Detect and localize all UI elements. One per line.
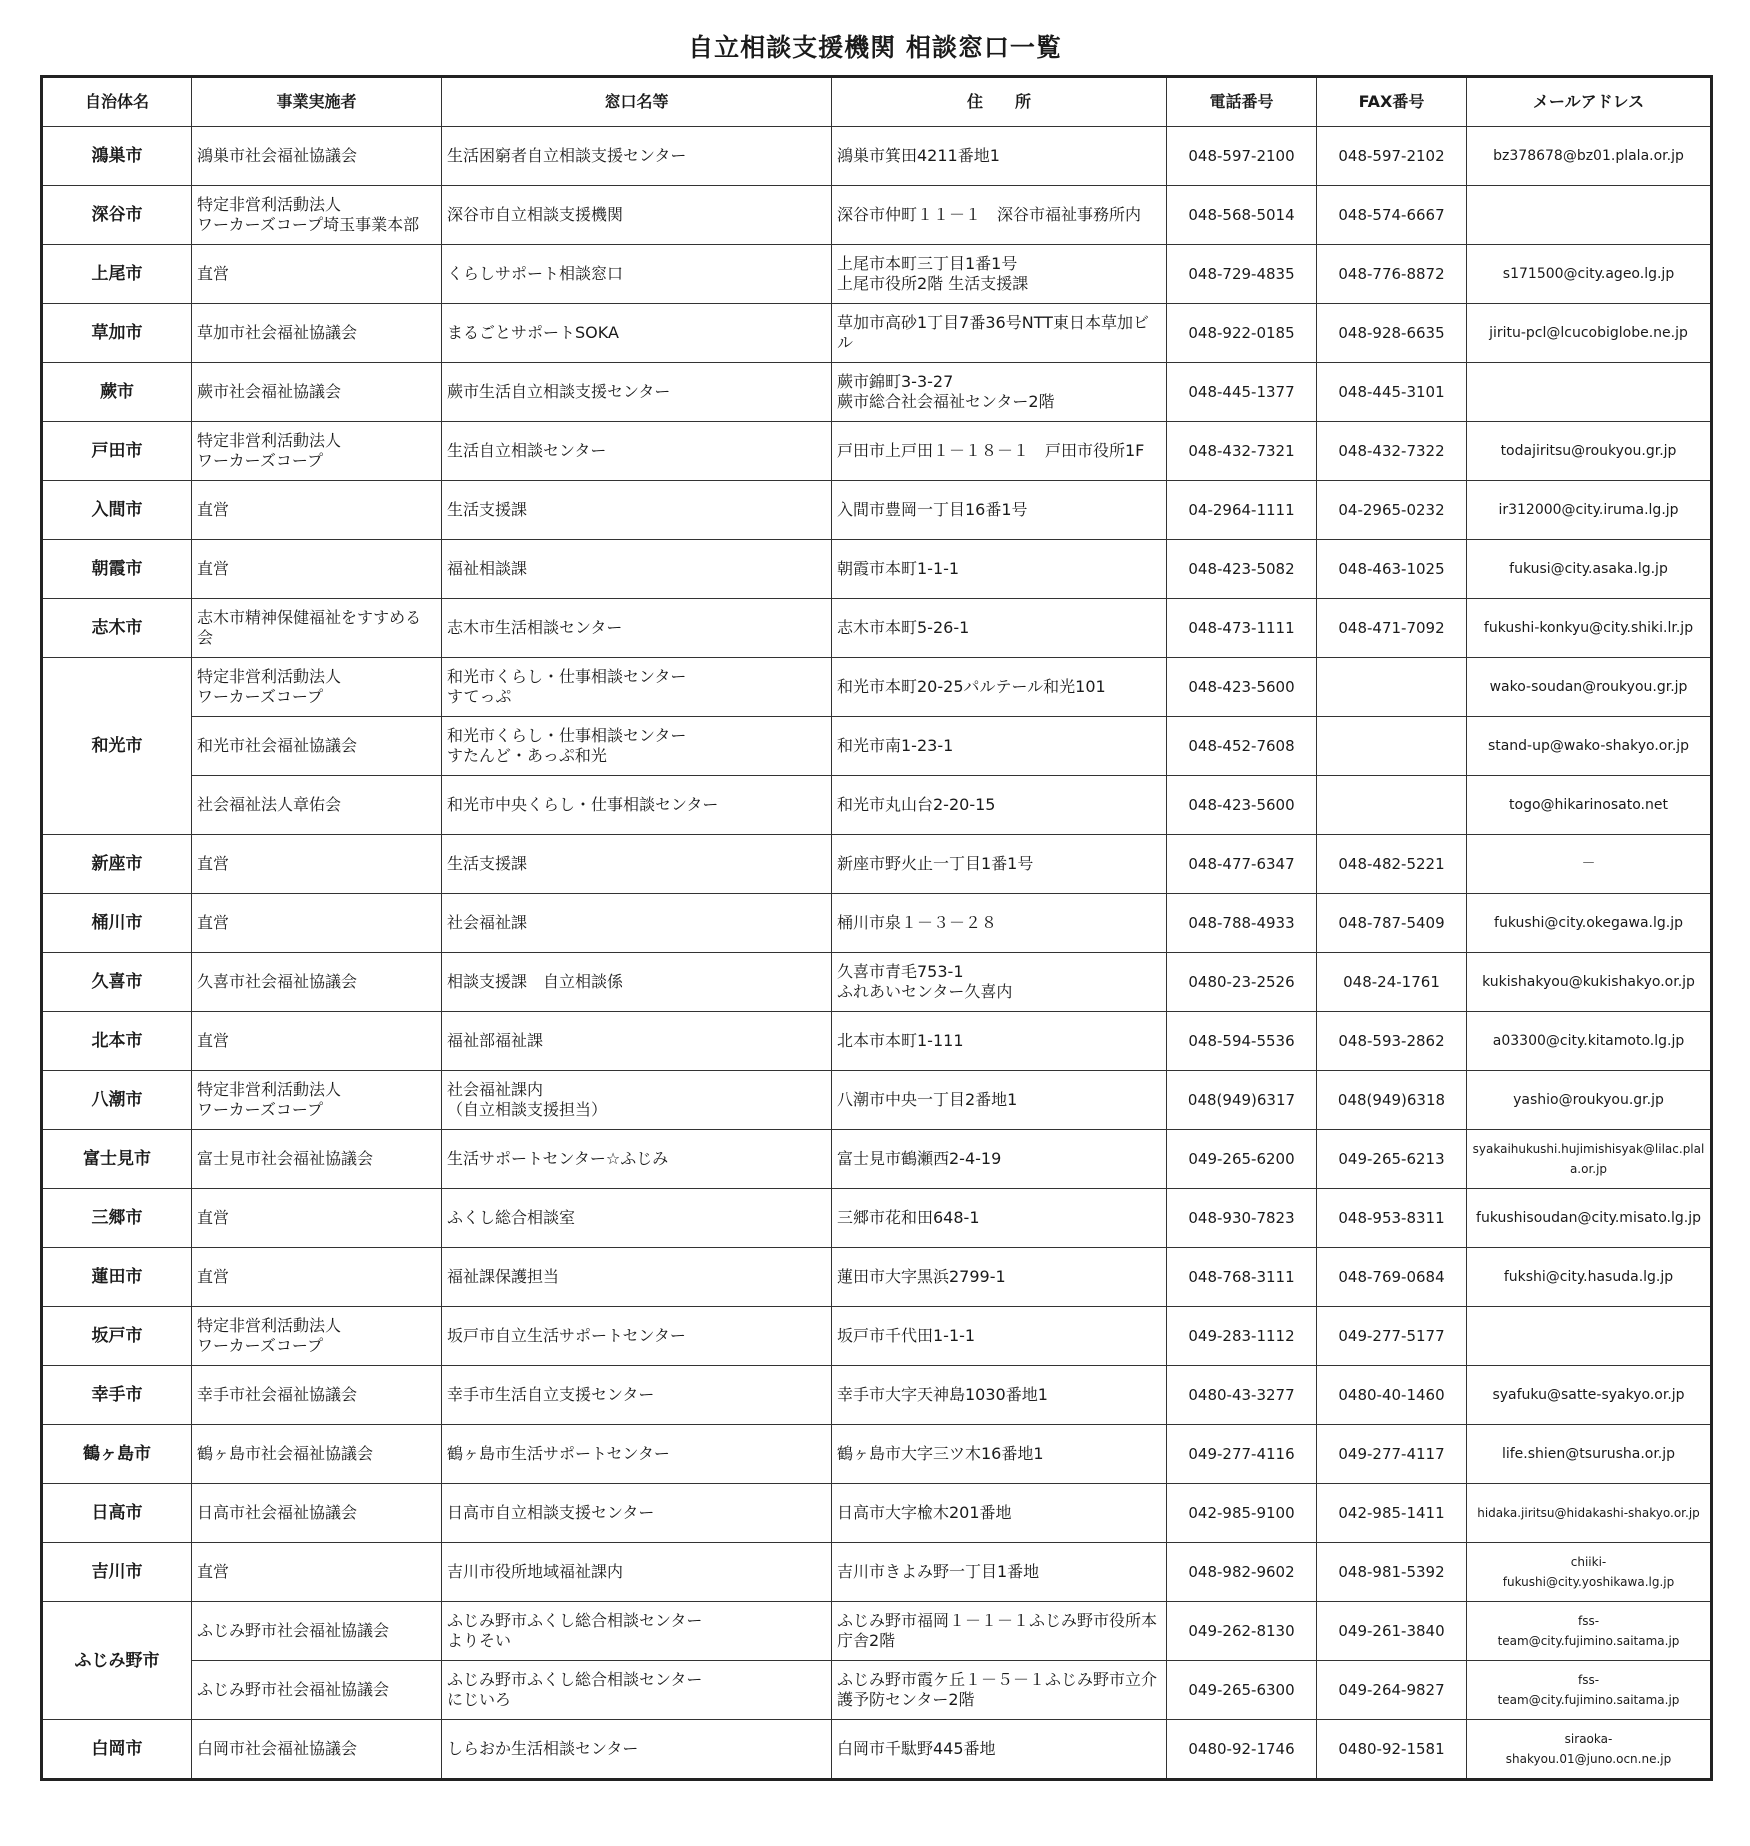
cell-line: fss- xyxy=(1577,1614,1600,1628)
email-cell[interactable]: s171500@city.ageo.lg.jp xyxy=(1467,245,1712,304)
tel-cell: 048-568-5014 xyxy=(1167,186,1317,245)
operator-cell: ふじみ野市社会福祉協議会 xyxy=(192,1661,442,1720)
operator-cell: 直営 xyxy=(192,1543,442,1602)
email-cell[interactable] xyxy=(1467,1720,1712,1780)
tel-cell: 048-788-4933 xyxy=(1167,894,1317,953)
page-title: 自立相談支援機関 相談窓口一覧 xyxy=(688,33,1062,62)
city-cell: 草加市 xyxy=(42,304,192,363)
table-row xyxy=(42,1307,1712,1366)
tel-cell: 048-597-2100 xyxy=(1167,127,1317,186)
city-cell: 戸田市 xyxy=(42,422,192,481)
operator-cell: 志木市精神保健福祉をすすめる会 xyxy=(192,599,442,658)
cell-line: 上尾市本町三丁目1番1号 xyxy=(837,254,1018,273)
tel-cell: 042-985-9100 xyxy=(1167,1484,1317,1543)
fax-cell: 048-769-0684 xyxy=(1317,1248,1467,1307)
email-cell[interactable]: yashio@roukyou.gr.jp xyxy=(1467,1071,1712,1130)
operator-cell: 日高市社会福祉協議会 xyxy=(192,1484,442,1543)
email-cell[interactable]: fukushisoudan@city.misato.lg.jp xyxy=(1467,1189,1712,1248)
fax-cell: 049-277-5177 xyxy=(1317,1307,1467,1366)
fax-cell: 048-463-1025 xyxy=(1317,540,1467,599)
header-fax: FAX番号 xyxy=(1317,77,1467,127)
window-cell: まるごとサポートSOKA xyxy=(442,304,832,363)
table-row xyxy=(42,776,1712,835)
operator-cell: 直営 xyxy=(192,245,442,304)
city-cell: 深谷市 xyxy=(42,186,192,245)
table-row xyxy=(42,1720,1712,1780)
window-cell: 相談支援課 自立相談係 xyxy=(442,953,832,1012)
email-cell xyxy=(1467,1307,1712,1366)
cell-line: ワーカーズコープ xyxy=(197,451,324,470)
email-cell[interactable]: life.shien@tsurusha.or.jp xyxy=(1467,1425,1712,1484)
cell-line: にじいろ xyxy=(447,1690,512,1709)
email-cell[interactable]: ir312000@city.iruma.lg.jp xyxy=(1467,481,1712,540)
address-cell: ふじみ野市福岡１－１－１ふじみ野市役所本庁舎2階 xyxy=(832,1602,1167,1661)
fax-cell: 048-597-2102 xyxy=(1317,127,1467,186)
window-cell: 社会福祉課 xyxy=(442,894,832,953)
email-cell[interactable]: fukushi-konkyu@city.shiki.lr.jp xyxy=(1467,599,1712,658)
table-row xyxy=(42,1071,1712,1130)
city-cell: 北本市 xyxy=(42,1012,192,1071)
fax-cell: 048-574-6667 xyxy=(1317,186,1467,245)
window-cell: 生活支援課 xyxy=(442,481,832,540)
tel-cell: 048-432-7321 xyxy=(1167,422,1317,481)
address-cell: 白岡市千駄野445番地 xyxy=(832,1720,1167,1780)
header-city: 自治体名 xyxy=(42,77,192,127)
operator-cell: 直営 xyxy=(192,1248,442,1307)
city-cell: 新座市 xyxy=(42,835,192,894)
tel-cell: 04-2964-1111 xyxy=(1167,481,1317,540)
fax-cell: 048-24-1761 xyxy=(1317,953,1467,1012)
table-row xyxy=(42,422,1712,481)
fax-cell: 049-265-6213 xyxy=(1317,1130,1467,1189)
cell-line: ふじみ野市ふくし総合相談センター xyxy=(447,1670,703,1689)
city-cell: 朝霞市 xyxy=(42,540,192,599)
tel-cell: 048-930-7823 xyxy=(1167,1189,1317,1248)
address-cell: 戸田市上戸田１－１８－１ 戸田市役所1F xyxy=(832,422,1167,481)
header-row xyxy=(42,77,1712,127)
table-row xyxy=(42,1425,1712,1484)
cell-line: よりそい xyxy=(447,1631,512,1650)
table-row xyxy=(42,953,1712,1012)
city-cell: 坂戸市 xyxy=(42,1307,192,1366)
fax-cell: 0480-92-1581 xyxy=(1317,1720,1467,1780)
address-cell xyxy=(832,245,1167,304)
email-cell[interactable]: fukusi@city.asaka.lg.jp xyxy=(1467,540,1712,599)
window-cell: 生活支援課 xyxy=(442,835,832,894)
city-cell: 上尾市 xyxy=(42,245,192,304)
city-cell: 入間市 xyxy=(42,481,192,540)
cell-line: team@city.fujimino.saitama.jp xyxy=(1497,1634,1680,1648)
operator-cell: 直営 xyxy=(192,1189,442,1248)
table-row xyxy=(42,835,1712,894)
city-cell: 富士見市 xyxy=(42,1130,192,1189)
tel-cell: 048-477-6347 xyxy=(1167,835,1317,894)
window-cell: 日高市自立相談支援センター xyxy=(442,1484,832,1543)
operator-cell: 和光市社会福祉協議会 xyxy=(192,717,442,776)
tel-cell: 048-423-5600 xyxy=(1167,658,1317,717)
tel-cell: 0480-92-1746 xyxy=(1167,1720,1317,1780)
city-cell: 志木市 xyxy=(42,599,192,658)
table-row xyxy=(42,894,1712,953)
fax-cell: 048-776-8872 xyxy=(1317,245,1467,304)
email-cell xyxy=(1467,363,1712,422)
tel-cell: 0480-43-3277 xyxy=(1167,1366,1317,1425)
fax-cell: 048-981-5392 xyxy=(1317,1543,1467,1602)
tel-cell: 048-982-9602 xyxy=(1167,1543,1317,1602)
email-cell[interactable]: fukshi@city.hasuda.lg.jp xyxy=(1467,1248,1712,1307)
email-cell[interactable] xyxy=(1467,1543,1712,1602)
cell-line: fukushi@city.yoshikawa.lg.jp xyxy=(1502,1575,1675,1589)
tel-cell: 0480-23-2526 xyxy=(1167,953,1317,1012)
tel-cell: 048-473-1111 xyxy=(1167,599,1317,658)
cell-line: ふれあいセンター久喜内 xyxy=(837,982,1013,1001)
operator-cell: 直営 xyxy=(192,894,442,953)
table-row xyxy=(42,127,1712,186)
tel-cell: 048-922-0185 xyxy=(1167,304,1317,363)
email-cell[interactable]: wako-soudan@roukyou.gr.jp xyxy=(1467,658,1712,717)
table-row xyxy=(42,1484,1712,1543)
city-cell: 鶴ヶ島市 xyxy=(42,1425,192,1484)
email-cell: － xyxy=(1467,835,1712,894)
table-row xyxy=(42,1189,1712,1248)
address-cell: 和光市本町20-25パルテール和光101 xyxy=(832,658,1167,717)
fax-cell xyxy=(1317,658,1467,717)
table-row xyxy=(42,1661,1712,1720)
operator-cell: 鶴ヶ島市社会福祉協議会 xyxy=(192,1425,442,1484)
operator-cell xyxy=(192,422,442,481)
header-email: メールアドレス xyxy=(1467,77,1712,127)
address-cell: 八潮市中央一丁目2番地1 xyxy=(832,1071,1167,1130)
cell-line: chiiki- xyxy=(1570,1555,1607,1569)
window-cell: 坂戸市自立生活サポートセンター xyxy=(442,1307,832,1366)
fax-cell: 048-445-3101 xyxy=(1317,363,1467,422)
operator-cell: 直営 xyxy=(192,835,442,894)
operator-cell: 鴻巣市社会福祉協議会 xyxy=(192,127,442,186)
email-cell[interactable] xyxy=(1467,1661,1712,1720)
fax-cell: 048-593-2862 xyxy=(1317,1012,1467,1071)
window-cell xyxy=(442,1602,832,1661)
operator-cell: 草加市社会福祉協議会 xyxy=(192,304,442,363)
address-cell: 幸手市大字天神島1030番地1 xyxy=(832,1366,1167,1425)
window-cell: 深谷市自立相談支援機関 xyxy=(442,186,832,245)
city-cell: 幸手市 xyxy=(42,1366,192,1425)
email-cell[interactable]: jiritu-pcl@lcucobiglobe.ne.jp xyxy=(1467,304,1712,363)
tel-cell: 048-445-1377 xyxy=(1167,363,1317,422)
email-cell[interactable]: bz378678@bz01.plala.or.jp xyxy=(1467,127,1712,186)
window-cell xyxy=(442,1661,832,1720)
operator-cell: 蕨市社会福祉協議会 xyxy=(192,363,442,422)
cell-line: ワーカーズコープ xyxy=(197,1100,324,1119)
address-cell: 深谷市仲町１１－１ 深谷市福祉事務所内 xyxy=(832,186,1167,245)
cell-line: 特定非営利活動法人 xyxy=(197,195,342,214)
city-cell: 吉川市 xyxy=(42,1543,192,1602)
cell-line: 上尾市役所2階 生活支援課 xyxy=(837,274,1029,293)
fax-cell: 0480-40-1460 xyxy=(1317,1366,1467,1425)
tel-cell: 048-768-3111 xyxy=(1167,1248,1317,1307)
window-cell: 福祉相談課 xyxy=(442,540,832,599)
email-cell[interactable]: stand-up@wako-shakyo.or.jp xyxy=(1467,717,1712,776)
city-cell: 鴻巣市 xyxy=(42,127,192,186)
cell-line: 和光市くらし・仕事相談センター xyxy=(447,726,687,745)
operator-cell xyxy=(192,658,442,717)
address-cell: 和光市南1-23-1 xyxy=(832,717,1167,776)
operator-cell xyxy=(192,186,442,245)
window-cell: 鶴ヶ島市生活サポートセンター xyxy=(442,1425,832,1484)
window-cell: 志木市生活相談センター xyxy=(442,599,832,658)
cell-line: すたんど・あっぷ和光 xyxy=(447,746,607,765)
operator-cell: 直営 xyxy=(192,540,442,599)
cell-line: 特定非営利活動法人 xyxy=(197,1080,342,1099)
email-cell[interactable]: syafuku@satte-syakyo.or.jp xyxy=(1467,1366,1712,1425)
address-cell: 桶川市泉１－３－２８ xyxy=(832,894,1167,953)
tel-cell: 049-265-6300 xyxy=(1167,1661,1317,1720)
address-cell: 入間市豊岡一丁目16番1号 xyxy=(832,481,1167,540)
fax-cell: 049-277-4117 xyxy=(1317,1425,1467,1484)
operator-cell xyxy=(192,1071,442,1130)
window-cell: 福祉課保護担当 xyxy=(442,1248,832,1307)
window-cell xyxy=(442,658,832,717)
fax-cell: 048-471-7092 xyxy=(1317,599,1467,658)
cell-line: 社会福祉課内 xyxy=(447,1080,544,1099)
address-cell: 和光市丸山台2-20-15 xyxy=(832,776,1167,835)
operator-cell: 久喜市社会福祉協議会 xyxy=(192,953,442,1012)
tel-cell: 048-423-5082 xyxy=(1167,540,1317,599)
email-cell[interactable]: a03300@city.kitamoto.lg.jp xyxy=(1467,1012,1712,1071)
cell-line: ワーカーズコープ xyxy=(197,1336,324,1355)
window-cell: 和光市中央くらし・仕事相談センター xyxy=(442,776,832,835)
fax-cell: 04-2965-0232 xyxy=(1317,481,1467,540)
email-cell[interactable]: todajiritsu@roukyou.gr.jp xyxy=(1467,422,1712,481)
tel-cell: 049-265-6200 xyxy=(1167,1130,1317,1189)
window-cell: 福祉部福祉課 xyxy=(442,1012,832,1071)
operator-cell: 社会福祉法人章佑会 xyxy=(192,776,442,835)
table-row xyxy=(42,481,1712,540)
cell-line: 蕨市錦町3-3-27 xyxy=(837,372,954,391)
operator-cell: 白岡市社会福祉協議会 xyxy=(192,1720,442,1780)
email-cell[interactable]: syakaihukushi.hujimishisyak@lilac.plala.or.jp xyxy=(1467,1130,1712,1189)
table-row xyxy=(42,717,1712,776)
fax-cell xyxy=(1317,776,1467,835)
window-cell: 生活自立相談センター xyxy=(442,422,832,481)
address-cell: 北本市本町1-111 xyxy=(832,1012,1167,1071)
fax-cell: 042-985-1411 xyxy=(1317,1484,1467,1543)
operator-cell: 幸手市社会福祉協議会 xyxy=(192,1366,442,1425)
email-cell[interactable] xyxy=(1467,1602,1712,1661)
email-cell[interactable]: togo@hikarinosato.net xyxy=(1467,776,1712,835)
address-cell: 富士見市鶴瀬西2-4-19 xyxy=(832,1130,1167,1189)
address-cell: 日高市大字楡木201番地 xyxy=(832,1484,1167,1543)
address-cell xyxy=(832,953,1167,1012)
tel-cell: 049-277-4116 xyxy=(1167,1425,1317,1484)
cell-line: ふじみ野市ふくし総合相談センター xyxy=(447,1611,703,1630)
header-operator: 事業実施者 xyxy=(192,77,442,127)
address-cell: 鴻巣市箕田4211番地1 xyxy=(832,127,1167,186)
window-cell: 蕨市生活自立相談支援センター xyxy=(442,363,832,422)
cell-line: 特定非営利活動法人 xyxy=(197,431,342,450)
fax-cell: 048-432-7322 xyxy=(1317,422,1467,481)
cell-line: 蕨市総合社会福祉センター2階 xyxy=(837,392,1055,411)
window-cell: ふくし総合相談室 xyxy=(442,1189,832,1248)
address-cell: 三郷市花和田648-1 xyxy=(832,1189,1167,1248)
window-cell: くらしサポート相談窓口 xyxy=(442,245,832,304)
table-row xyxy=(42,658,1712,717)
address-cell: 坂戸市千代田1-1-1 xyxy=(832,1307,1167,1366)
header-tel: 電話番号 xyxy=(1167,77,1317,127)
address-cell: 蓮田市大字黒浜2799-1 xyxy=(832,1248,1167,1307)
table-row xyxy=(42,540,1712,599)
window-cell: 生活サポートセンター☆ふじみ xyxy=(442,1130,832,1189)
cell-line: 和光市くらし・仕事相談センター xyxy=(447,667,687,686)
email-cell xyxy=(1467,186,1712,245)
fax-cell: 049-261-3840 xyxy=(1317,1602,1467,1661)
email-cell[interactable]: hidaka.jiritsu@hidakashi-shakyo.or.jp xyxy=(1467,1484,1712,1543)
table-row xyxy=(42,1366,1712,1425)
address-cell: ふじみ野市霞ケ丘１－５－１ふじみ野市立介護予防センター2階 xyxy=(832,1661,1167,1720)
email-cell[interactable]: fukushi@city.okegawa.lg.jp xyxy=(1467,894,1712,953)
table-row xyxy=(42,304,1712,363)
table-row xyxy=(42,1248,1712,1307)
window-cell: 吉川市役所地域福祉課内 xyxy=(442,1543,832,1602)
window-cell xyxy=(442,1071,832,1130)
operator-cell: ふじみ野市社会福祉協議会 xyxy=(192,1602,442,1661)
window-cell xyxy=(442,717,832,776)
city-cell: 桶川市 xyxy=(42,894,192,953)
email-cell[interactable]: kukishakyou@kukishakyo.or.jp xyxy=(1467,953,1712,1012)
operator-cell: 直営 xyxy=(192,481,442,540)
address-cell: 鶴ヶ島市大字三ツ木16番地1 xyxy=(832,1425,1167,1484)
fax-cell: 048-953-8311 xyxy=(1317,1189,1467,1248)
fax-cell: 048(949)6318 xyxy=(1317,1071,1467,1130)
tel-cell: 048(949)6317 xyxy=(1167,1071,1317,1130)
city-cell: 日高市 xyxy=(42,1484,192,1543)
city-cell: 三郷市 xyxy=(42,1189,192,1248)
tel-cell: 048-729-4835 xyxy=(1167,245,1317,304)
fax-cell: 049-264-9827 xyxy=(1317,1661,1467,1720)
operator-cell: 直営 xyxy=(192,1012,442,1071)
consultation-table xyxy=(40,75,1713,1781)
tel-cell: 049-262-8130 xyxy=(1167,1602,1317,1661)
table-row xyxy=(42,1543,1712,1602)
city-cell: 蕨市 xyxy=(42,363,192,422)
operator-cell: 富士見市社会福祉協議会 xyxy=(192,1130,442,1189)
operator-cell xyxy=(192,1307,442,1366)
table-row xyxy=(42,245,1712,304)
tel-cell: 048-452-7608 xyxy=(1167,717,1317,776)
cell-line: siraoka- xyxy=(1564,1732,1613,1746)
city-cell: 和光市 xyxy=(42,658,192,835)
window-cell: 幸手市生活自立支援センター xyxy=(442,1366,832,1425)
cell-line: すてっぷ xyxy=(447,687,512,706)
fax-cell: 048-928-6635 xyxy=(1317,304,1467,363)
cell-line: 久喜市青毛753-1 xyxy=(837,962,964,981)
city-cell: ふじみ野市 xyxy=(42,1602,192,1720)
city-cell: 八潮市 xyxy=(42,1071,192,1130)
address-cell: 新座市野火止一丁目1番1号 xyxy=(832,835,1167,894)
table-row xyxy=(42,363,1712,422)
table-row xyxy=(42,599,1712,658)
table-row xyxy=(42,186,1712,245)
cell-line: 特定非営利活動法人 xyxy=(197,667,342,686)
city-cell: 白岡市 xyxy=(42,1720,192,1780)
fax-cell: 048-482-5221 xyxy=(1317,835,1467,894)
table-row xyxy=(42,1130,1712,1189)
address-cell: 志木市本町5-26-1 xyxy=(832,599,1167,658)
window-cell: 生活困窮者自立相談支援センター xyxy=(442,127,832,186)
window-cell: しらおか生活相談センター xyxy=(442,1720,832,1780)
cell-line: team@city.fujimino.saitama.jp xyxy=(1497,1693,1680,1707)
fax-cell: 048-787-5409 xyxy=(1317,894,1467,953)
cell-line: （自立相談支援担当） xyxy=(447,1100,608,1119)
tel-cell: 048-594-5536 xyxy=(1167,1012,1317,1071)
tel-cell: 048-423-5600 xyxy=(1167,776,1317,835)
table-row xyxy=(42,1602,1712,1661)
cell-line: 特定非営利活動法人 xyxy=(197,1316,342,1335)
header-window: 窓口名等 xyxy=(442,77,832,127)
address-cell: 朝霞市本町1-1-1 xyxy=(832,540,1167,599)
city-cell: 久喜市 xyxy=(42,953,192,1012)
table-row xyxy=(42,1012,1712,1071)
cell-line: fss- xyxy=(1577,1673,1600,1687)
address-cell: 吉川市きよみ野一丁目1番地 xyxy=(832,1543,1167,1602)
address-cell xyxy=(832,363,1167,422)
header-address: 住 所 xyxy=(832,77,1167,127)
address-cell: 草加市高砂1丁目7番36号NTT東日本草加ビル xyxy=(832,304,1167,363)
cell-line: shakyou.01@juno.ocn.ne.jp xyxy=(1505,1752,1672,1766)
fax-cell xyxy=(1317,717,1467,776)
cell-line: ワーカーズコープ xyxy=(197,687,324,706)
tel-cell: 049-283-1112 xyxy=(1167,1307,1317,1366)
city-cell: 蓮田市 xyxy=(42,1248,192,1307)
cell-line: ワーカーズコープ埼玉事業本部 xyxy=(197,215,420,234)
